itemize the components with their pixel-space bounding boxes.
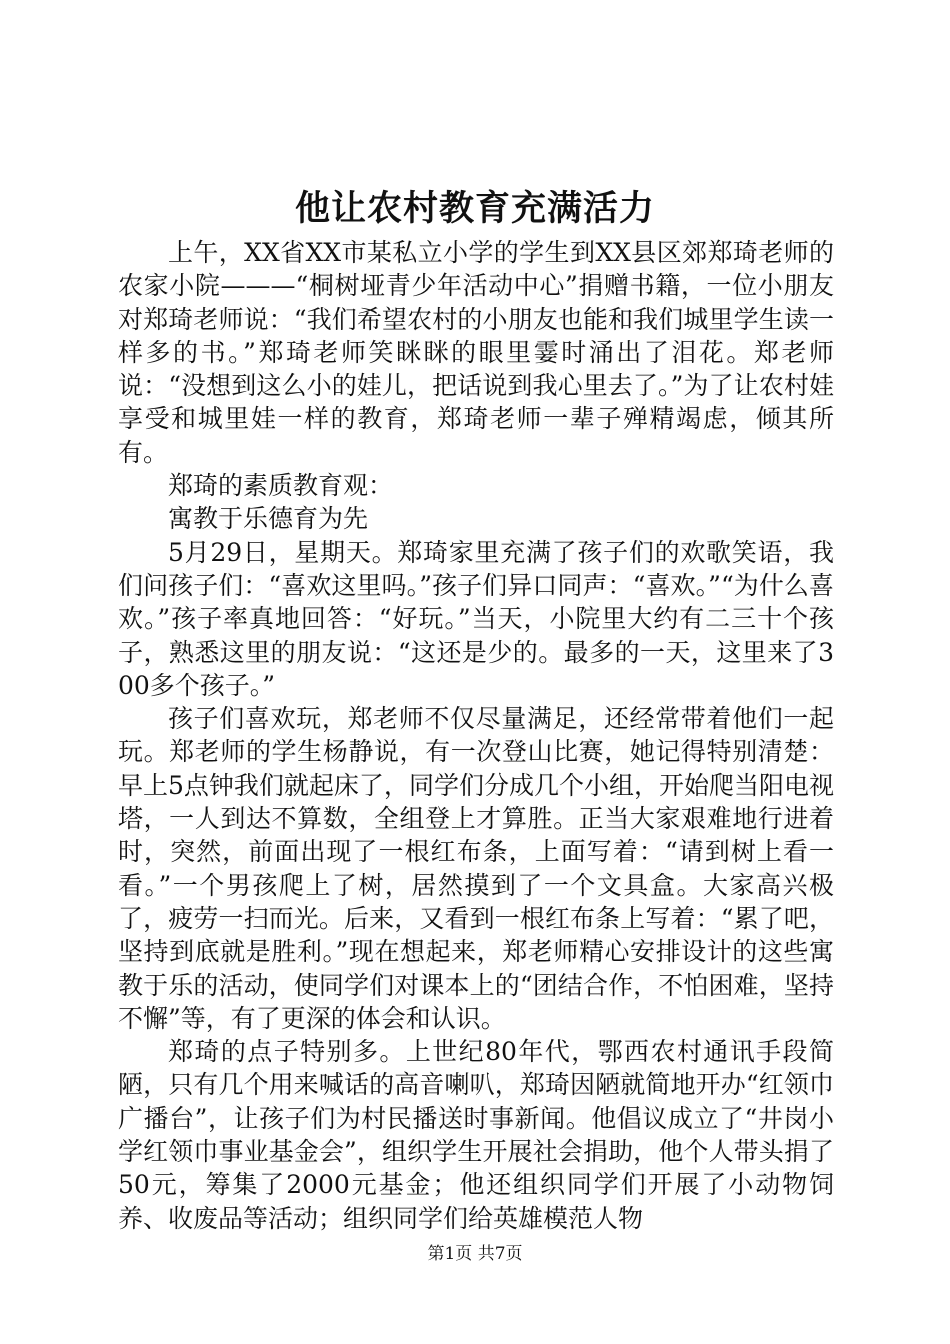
paragraph: 上午，XX省XX市某私立小学的学生到XX县区郊郑琦老师的农家小院———“桐树垭青少年活动中心”捐赠书籍，一位小朋友对郑琦老师说：“我们希望农村的小朋友也能和我们城里学生读一样多的书。”郑琦老师笑眯眯的眼里霎时涌出了泪花。郑老师说：“没想到这么小的娃儿，把话说到我心里去了。”为了让农村娃享受和城里娃一样的教育，郑琦老师一辈子殚精竭虑，倾其所有。 [118, 238, 834, 467]
document-title: 他让农村教育充满活力 [294, 188, 655, 229]
paragraph: 郑琦的点子特别多。上世纪80年代，鄂西农村通讯手段简陋，只有几个用来喊话的高音喇叭，郑琦因陋就简地开办“红领巾广播台”，让孩子们为村民播送时事新闻。他倡议成立了“井岗小学红领巾事业基金会”，组织学生开展社会捐助，他个人带头捐了50元，筹集了2000元基金；他还组织同学们开展了小动物饲养、收废品等活动；组织同学们给英雄模范人物 [118, 1037, 834, 1233]
page-number-footer: 第1页 共7页 [427, 1244, 523, 1264]
paragraph: 5月29日，星期天。郑琦家里充满了孩子们的欢歌笑语，我们问孩子们：“喜欢这里吗。”孩子们异口同声：“喜欢。”“为什么喜欢。”孩子率真地回答：“好玩。”当天，小院里大约有二三十个孩子，熟悉这里的朋友说：“这还是少的。最多的一天，这里来了300多个孩子。” [118, 537, 834, 700]
paragraph: 孩子们喜欢玩，郑老师不仅尽量满足，还经常带着他们一起玩。郑老师的学生杨静说，有一次登山比赛，她记得特别清楚：早上5点钟我们就起床了，同学们分成几个小组，开始爬当阳电视塔，一人到达不算数，全组登上才算胜。正当大家艰难地行进着时，突然，前面出现了一根红布条，上面写着：“请到树上看一看。”一个男孩爬上了树，居然摸到了一个文具盒。大家高兴极了，疲劳一扫而光。后来，又看到一根红布条上写着：“累了吧，坚持到底就是胜利。”现在想起来，郑老师精心安排设计的这些寓教于乐的活动，使同学们对课本上的“团结合作，不怕困难，坚持不懈”等，有了更深的体会和认识。 [118, 704, 834, 1033]
paragraph: 寓教于乐德育为先 [168, 504, 369, 534]
paragraph: 郑琦的素质教育观： [168, 471, 394, 501]
document-body [118, 236, 834, 1235]
